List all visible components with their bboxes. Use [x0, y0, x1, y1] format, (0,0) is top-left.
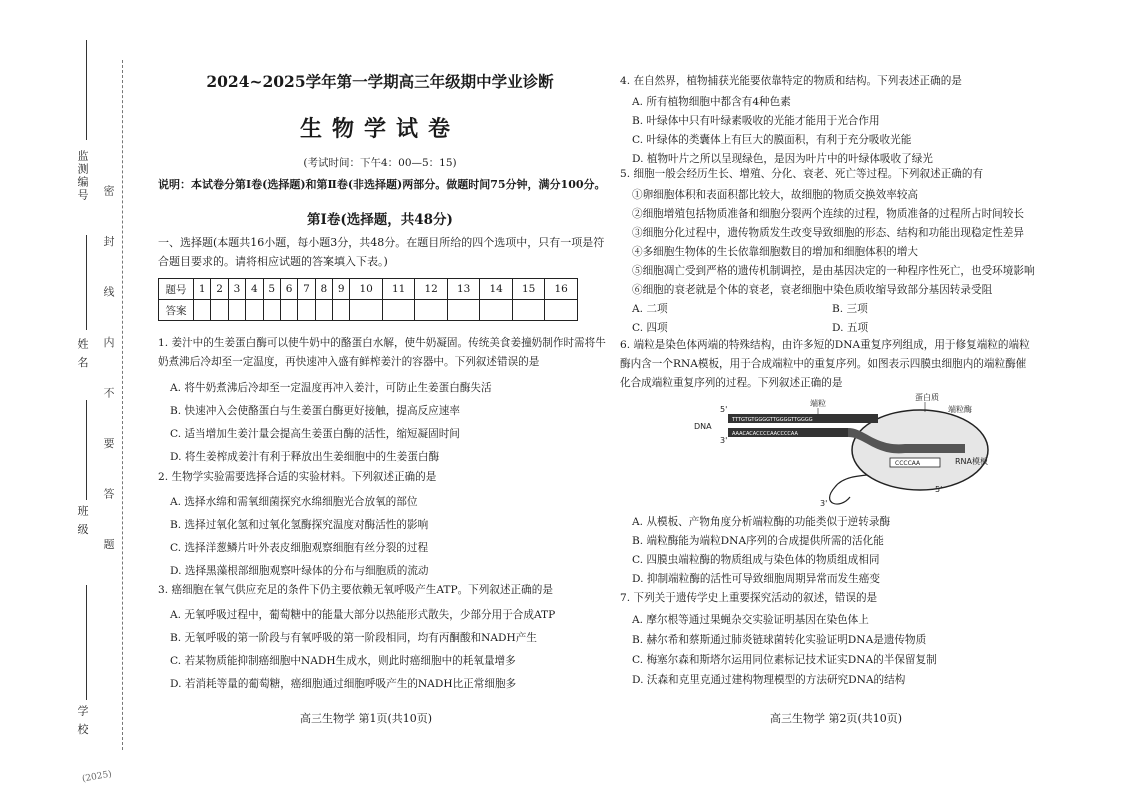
answer-cell[interactable] — [211, 300, 228, 321]
question-3-option-b: B. 无氧呼吸的第一阶段与有氧呼吸的第一阶段相同，均有丙酮酸和NADH产生 — [170, 632, 537, 644]
question-2-option-b: B. 选择过氧化氢和过氧化氢酶探究温度对酶活性的影响 — [170, 519, 429, 531]
question-5-option-b: B. 三项 — [832, 303, 868, 315]
question-6-option-a: A. 从模板、产物角度分析端粒酶的功能类似于逆转录酶 — [632, 516, 891, 528]
question-7-option-b: B. 赫尔希和蔡斯通过肺炎链球菌转化实验证明DNA是遗传物质 — [632, 634, 927, 646]
question-number: 10 — [350, 279, 383, 300]
question-1-option-b: B. 快速冲入会使酪蛋白与生姜蛋白酶更好接触，提高反应速率 — [170, 405, 460, 417]
answer-cell[interactable] — [333, 300, 350, 321]
question-5-stem: 5. 细胞一般会经历生长、增殖、分化、衰老、死亡等过程。下列叙述正确的有 — [620, 168, 984, 180]
question-2-option-d: D. 选择黑藻根部细胞观察叶绿体的分布与细胞质的流动 — [170, 565, 429, 577]
question-3-option-a: A. 无氧呼吸过程中，葡萄糖中的能量大部分以热能形式散失，少部分用于合成ATP — [170, 609, 556, 621]
question-4-option-d: D. 植物叶片之所以呈现绿色，是因为叶片中的叶绿体吸收了绿光 — [632, 153, 933, 165]
question-5-statement: ⑥细胞的衰老就是个体的衰老，衰老细胞中染色质收缩导致部分基因转录受阻 — [632, 284, 993, 296]
class-label: 班 级 — [76, 505, 89, 537]
template-sequence: CCCCAA — [895, 460, 921, 467]
question-number: 9 — [333, 279, 350, 300]
answer-cell[interactable] — [263, 300, 280, 321]
question-1-option-d: D. 将生姜榨成姜汁有利于释放出生姜细胞中的生姜蛋白酶 — [170, 451, 440, 463]
question-2-stem: 2. 生物学实验需要选择合适的实验材料。下列叙述正确的是 — [158, 471, 437, 483]
question-number: 15 — [512, 279, 545, 300]
question-4-option-c: C. 叶绿体的类囊体上有巨大的膜面积，有利于充分吸收光能 — [632, 134, 912, 146]
question-number: 5 — [263, 279, 280, 300]
question-4-option-a: A. 所有植物细胞中都含有4种色素 — [632, 96, 791, 108]
answer-cell[interactable] — [447, 300, 480, 321]
section-intro: 一、选择题(本题共16小题，每小题3分，共48分。在题目所给的四个选项中，只有一项是符合题目要求的。请将相应试题的答案填入下表。) — [158, 236, 605, 268]
question-number: 13 — [447, 279, 480, 300]
question-4-stem: 4. 在自然界，植物捕获光能要依靠特定的物质和结构。下列表述正确的是 — [620, 75, 962, 87]
table-row-label: 答案 — [159, 300, 194, 321]
question-5-statement: ③细胞分化过程中，遗传物质发生改变导致细胞的形态、结构和功能出现稳定性差异 — [632, 227, 1024, 239]
question-7-stem: 7. 下列关于遗传学史上重要探究活动的叙述，错误的是 — [620, 592, 878, 604]
table-row-label: 题号 — [159, 279, 194, 300]
exam-number-line[interactable] — [86, 40, 87, 140]
answer-cell[interactable] — [480, 300, 513, 321]
question-number: 8 — [315, 279, 332, 300]
three-prime-rna: 3' — [820, 499, 828, 508]
answer-table-number-row — [159, 279, 578, 300]
name-label: 姓 名 — [76, 338, 89, 370]
seal-line-text: 密 封 线 内 不 要 答 题 — [102, 185, 115, 568]
question-3-option-d: D. 若消耗等量的葡萄糖，癌细胞通过细胞呼吸产生的NADH比正常细胞多 — [170, 678, 517, 690]
seal-dashed-line — [122, 60, 123, 750]
question-1-option-a: A. 将牛奶煮沸后冷却至一定温度再冲入姜汁，可防止生姜蛋白酶失活 — [170, 382, 492, 394]
answer-table — [158, 278, 578, 321]
question-number: 1 — [194, 279, 211, 300]
answer-cell[interactable] — [280, 300, 297, 321]
question-number: 3 — [228, 279, 245, 300]
school-label: 学 校 — [76, 705, 89, 737]
question-1-stem: 1. 姜汁中的生姜蛋白酶可以使牛奶中的酪蛋白水解，使牛奶凝固。传统美食姜撞奶制作时需将牛奶煮沸后冷却至一定温度，再快速冲入盛有鲜榨姜汁的容器中。下列叙述错误的是 — [158, 337, 606, 368]
exam-time: (考试时间：下午4：00—5：15) — [303, 157, 457, 169]
exam-title: 2024~2025学年第一学期高三年级期中学业诊断 — [206, 72, 554, 91]
telomerase-diagram — [690, 392, 990, 510]
answer-cell[interactable] — [194, 300, 211, 321]
question-6-option-b: B. 端粒酶能为端粒DNA序列的合成提供所需的活化能 — [632, 535, 884, 547]
rna-template-label: RNA模板 — [955, 457, 989, 466]
question-3-stem: 3. 癌细胞在氧气供应充足的条件下仍主要依赖无氧呼吸产生ATP。下列叙述正确的是 — [158, 584, 553, 596]
answer-cell[interactable] — [315, 300, 332, 321]
top-strand-sequence: TTTGTGTGGGGTTGGGGTTGGGG — [732, 417, 813, 423]
five-prime-rna: 5' — [935, 485, 943, 494]
bottom-strand-sequence: AAACACACCCCAACCCCAA — [732, 431, 798, 437]
question-7-option-d: D. 沃森和克里克通过建构物理模型的方法研究DNA的结构 — [632, 674, 906, 686]
answer-cell[interactable] — [350, 300, 383, 321]
question-1-option-c: C. 适当增加生姜汁量会提高生姜蛋白酶的活性，缩短凝固时间 — [170, 428, 460, 440]
question-5-option-d: D. 五项 — [832, 322, 869, 334]
dna-label: DNA — [694, 422, 712, 431]
exam-number-label: 监测编号 — [76, 150, 89, 202]
five-prime-top: 5' — [720, 405, 728, 414]
telomere-label: 端粒 — [810, 399, 826, 408]
question-number: 6 — [280, 279, 297, 300]
answer-cell[interactable] — [298, 300, 315, 321]
question-number: 7 — [298, 279, 315, 300]
question-5-option-a: A. 二项 — [632, 303, 668, 315]
question-5-statement: ①卵细胞体积和表面积都比较大，故细胞的物质交换效率较高 — [632, 189, 919, 201]
question-number: 14 — [480, 279, 513, 300]
corner-mark: (2025) — [81, 769, 113, 785]
question-number: 11 — [382, 279, 415, 300]
question-number: 2 — [211, 279, 228, 300]
answer-cell[interactable] — [512, 300, 545, 321]
answer-cell[interactable] — [228, 300, 245, 321]
part-one-title: 第Ⅰ卷(选择题，共48分) — [307, 212, 453, 228]
exam-instructions: 说明：本试卷分第Ⅰ卷(选择题)和第Ⅱ卷(非选择题)两部分。做题时间75分钟，满分100分。 — [158, 178, 606, 191]
subject-title: 生物学试卷 — [299, 116, 460, 142]
answer-cell[interactable] — [246, 300, 263, 321]
question-3-option-c: C. 若某物质能抑制癌细胞中NADH生成水，则此时癌细胞中的耗氧量增多 — [170, 655, 516, 667]
enzyme-label: 端粒酶 — [948, 405, 972, 414]
answer-cell[interactable] — [415, 300, 448, 321]
question-number: 12 — [415, 279, 448, 300]
question-5-option-c: C. 四项 — [632, 322, 668, 334]
question-2-option-a: A. 选择水绵和需氧细菌探究水绵细胞光合放氧的部位 — [170, 496, 418, 508]
name-line[interactable] — [86, 235, 87, 330]
question-7-option-a: A. 摩尔根等通过果蝇杂交实验证明基因在染色体上 — [632, 614, 869, 626]
question-number: 4 — [246, 279, 263, 300]
question-6-option-d: D. 抑制端粒酶的活性可导致细胞周期异常而发生癌变 — [632, 573, 880, 585]
answer-cell[interactable] — [382, 300, 415, 321]
answer-cell[interactable] — [545, 300, 578, 321]
page-2-footer: 高三生物学 第2页(共10页) — [770, 712, 903, 725]
question-5-statement: ④多细胞生物体的生长依靠细胞数目的增加和细胞体积的增大 — [632, 246, 919, 258]
question-4-option-b: B. 叶绿体中只有叶绿素吸收的光能才能用于光合作用 — [632, 115, 880, 127]
question-7-option-c: C. 梅塞尔森和斯塔尔运用同位素标记技术证实DNA的半保留复制 — [632, 654, 937, 666]
three-prime-bottom: 3' — [720, 436, 728, 445]
class-line[interactable] — [86, 400, 87, 500]
answer-table-answer-row — [159, 300, 578, 321]
question-6-stem: 6. 端粒是染色体两端的特殊结构，由许多短的DNA重复序列组成，用于修复端粒的端粒酶内含一个RNA模板，用于合成端粒中的重复序列。如图表示四膜虫细胞内的端粒酶催化合成端粒重复序列的过程。下列叙述正确的是 — [620, 339, 1030, 389]
page-1-footer: 高三生物学 第1页(共10页) — [300, 712, 433, 725]
question-number: 16 — [545, 279, 578, 300]
question-5-statement: ⑤细胞凋亡受到严格的遗传机制调控，是由基因决定的一种程序性死亡，也受环境影响 — [632, 265, 1035, 277]
question-6-option-c: C. 四膜虫端粒酶的物质组成与染色体的物质组成相同 — [632, 554, 880, 566]
question-5-statement: ②细胞增殖包括物质准备和细胞分裂两个连续的过程，物质准备的过程所占时间较长 — [632, 208, 1024, 220]
school-line[interactable] — [86, 585, 87, 700]
question-2-option-c: C. 选择洋葱鳞片叶外表皮细胞观察细胞有丝分裂的过程 — [170, 542, 429, 554]
protein-label: 蛋白质 — [915, 393, 939, 402]
